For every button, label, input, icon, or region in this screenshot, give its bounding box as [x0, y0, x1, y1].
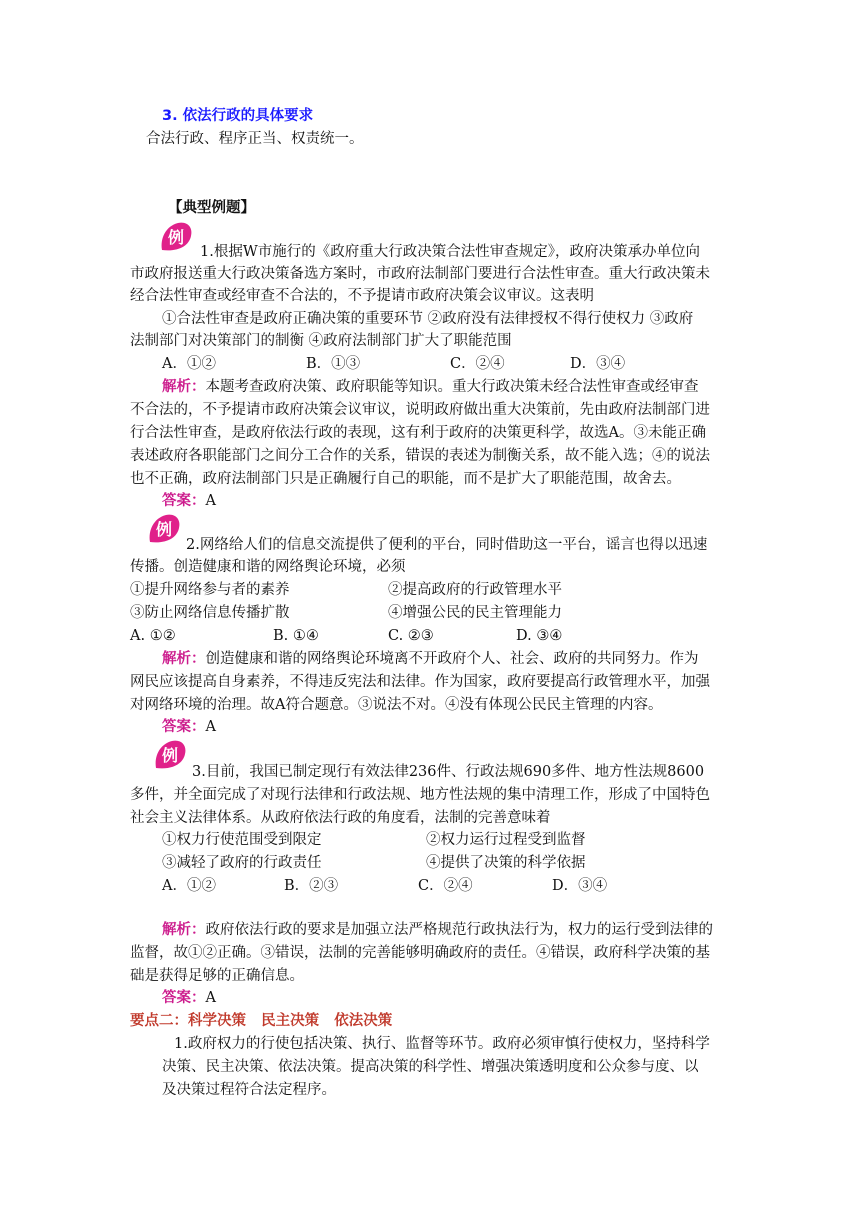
ex2-option-a: A. ①②	[130, 628, 176, 644]
ex2-analysis-line: 对网络环境的治理。故A符合题意。③说法不对。④没有体现公民民主管理的内容。	[130, 697, 663, 713]
keypoint-line: 决策、民主决策、依法决策。提高决策的科学性、增强决策透明度和公众参与度、以	[162, 1059, 699, 1075]
ex1-answer: A	[205, 493, 216, 509]
ex3-option-b: B．②③	[284, 878, 339, 894]
ex2-line: 2.网络给人们的信息交流提供了便利的平台，同时借助这一平台，谣言也得以迅速	[186, 537, 708, 553]
keypoint-heading: 要点二：科学决策 民主决策 依法决策	[130, 1013, 393, 1029]
ex1-line: 经合法性审查或经审查不合法的，不予提请市政府决策会议审议。这表明	[130, 288, 594, 304]
ex1-line: 1.根据W市施行的《政府重大行政决策合法性审查规定》，政府决策承办单位向	[200, 244, 700, 260]
ex2-choice-1: ①提升网络参与者的素养	[130, 582, 290, 598]
answer-label: 答案：	[162, 990, 206, 1006]
ex2-choice-2: ②提高政府的行政管理水平	[388, 582, 562, 598]
ex2-choice-3: ③防止网络信息传播扩散	[130, 605, 290, 621]
ex1-line: 市政府报送重大行政决策备选方案时，市政府法制部门要进行合法性审查。重大行政决策未	[130, 266, 710, 282]
ex3-option-a: A．①②	[162, 878, 216, 894]
example-badge-icon	[152, 738, 188, 772]
ex3-option-d: D．③④	[552, 878, 608, 894]
ex3-choice-4: ④提供了决策的科学依据	[426, 855, 586, 871]
ex1-option-d: D．③④	[570, 356, 626, 372]
ex1-analysis-line: 不合法的，不予提请市政府决策会议审议，说明政府做出重大决策前，先由政府法制部门进	[130, 402, 710, 418]
analysis-label: 解析：	[162, 922, 206, 938]
ex1-analysis-line: 本题考查政府决策、政府职能等知识。重大行政决策未经合法性审查或经审查	[205, 379, 699, 395]
ex2-option-c: C. ②③	[388, 628, 434, 644]
ex2-option-b: B. ①④	[273, 628, 319, 644]
example-badge-icon	[158, 220, 194, 254]
keypoint-line: 1.政府权力的行使包括决策、执行、监督等环节。政府必须审慎行使权力，坚持科学	[174, 1036, 710, 1052]
ex1-line: ①合法性审查是政府正确决策的重要环节 ②政府没有法律授权不得行使权力 ③政府	[162, 311, 694, 327]
section-heading: 3. 依法行政的具体要求	[162, 108, 314, 124]
ex1-option-c: C．②④	[450, 356, 505, 372]
example-badge-label: 例	[155, 520, 173, 539]
ex2-analysis-line: 网民应该提高自身素养，不得违反宪法和法律。作为国家，政府要提高行政管理水平，加强	[130, 674, 710, 690]
ex2-option-d: D. ③④	[516, 628, 563, 644]
ex1-analysis-line: 行合法性审查，是政府依法行政的表现，这有利于政府的决策更科学，故选A。③未能正确	[130, 425, 706, 441]
ex3-analysis-line: 监督，故①②正确。③错误，法制的完善能够明确政府的责任。④错误，政府科学决策的基	[130, 945, 710, 961]
ex2-line: 传播。创造健康和谐的网络舆论环境，必须	[130, 559, 406, 575]
example-badge-label: 例	[161, 746, 179, 765]
ex1-option-a: A．①②	[162, 356, 216, 372]
analysis-label: 解析：	[162, 379, 206, 395]
ex1-analysis-line: 表述政府各职能部门之间分工合作的关系，错误的表述为制衡关系，故不能入选；④的说法	[130, 448, 710, 464]
ex3-choice-2: ②权力运行过程受到监督	[426, 832, 586, 848]
ex3-choice-1: ①权力行使范围受到限定	[162, 832, 322, 848]
ex3-line: 3.目前，我国已制定现行有效法律236件、行政法规690多件、地方性法规8600	[192, 764, 705, 780]
analysis-label: 解析：	[162, 651, 206, 667]
ex1-line: 法制部门对决策部门的制衡 ④政府法制部门扩大了职能范围	[130, 333, 512, 349]
keypoint-line: 及决策过程符合法定程序。	[162, 1082, 336, 1098]
typical-examples-title: 【典型例题】	[168, 200, 255, 216]
ex1-analysis-line: 也不正确，政府法制部门只是正确履行自己的职能，而不是扩大了职能范围，故舍去。	[130, 471, 681, 487]
ex3-line: 多件，并全面完成了对现行法律和行政法规、地方性法规的集中清理工作，形成了中国特色	[130, 787, 710, 803]
ex3-answer: A	[205, 990, 216, 1006]
ex2-analysis-line: 创造健康和谐的网络舆论环境离不开政府个人、社会、政府的共同努力。作为	[205, 651, 699, 667]
section-text: 合法行政、程序正当、权责统一。	[146, 131, 364, 147]
answer-label: 答案：	[162, 493, 206, 509]
example-badge-icon	[146, 512, 182, 546]
ex3-choice-3: ③减轻了政府的行政责任	[162, 855, 322, 871]
ex2-choice-4: ④增强公民的民主管理能力	[388, 605, 562, 621]
example-badge-label: 例	[167, 228, 185, 247]
ex3-line: 社会主义法律体系。从政府依法行政的角度看，法制的完善意味着	[130, 810, 551, 826]
ex3-analysis-line: 础是获得足够的正确信息。	[130, 968, 304, 984]
ex3-analysis-line: 政府依法行政的要求是加强立法严格规范行政执法行为，权力的运行受到法律的	[205, 922, 713, 938]
answer-label: 答案：	[162, 719, 206, 735]
ex2-answer: A	[205, 719, 216, 735]
ex1-option-b: B．①③	[306, 356, 361, 372]
ex3-option-c: C．②④	[418, 878, 473, 894]
